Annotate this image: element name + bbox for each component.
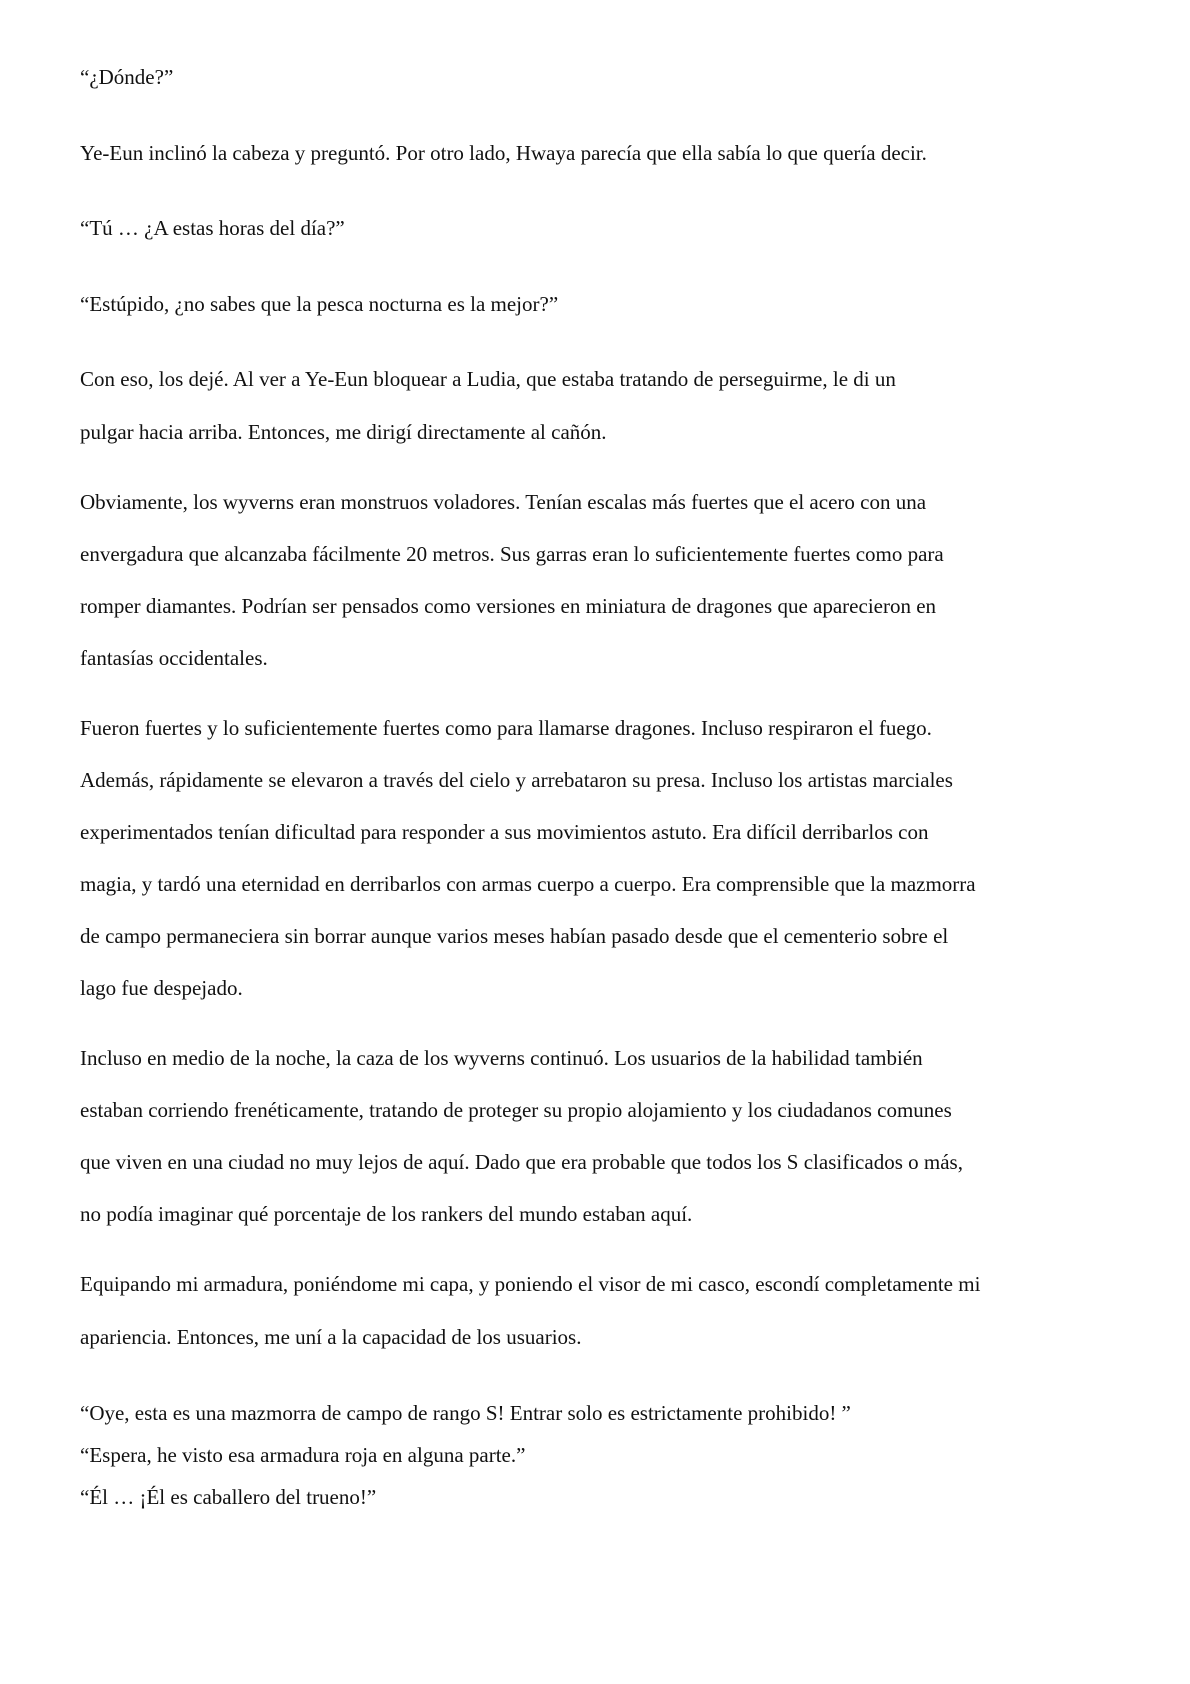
text-line: “Estúpido, ¿no sabes que la pesca nocturna es la mejor?” <box>80 292 559 316</box>
text-line: experimentados tenían dificultad para responder a sus movimientos astuto. Era difícil derribarlos con <box>80 820 929 844</box>
text-line: Obviamente, los wyverns eran monstruos voladores. Tenían escalas más fuertes que el acero con una <box>80 490 927 514</box>
text-line: Ye-Eun inclinó la cabeza y preguntó. Por otro lado, Hwaya parecía que ella sabía lo que quería decir. <box>80 141 927 165</box>
text-line: magia, y tardó una eternidad en derribarlos con armas cuerpo a cuerpo. Era comprensible que la mazmorra <box>80 872 976 896</box>
text-line: Fueron fuertes y lo suficientemente fuertes como para llamarse dragones. Incluso respiraron el fuego. <box>80 716 932 740</box>
text-line: Además, rápidamente se elevaron a través del cielo y arrebataron su presa. Incluso los artistas marciales <box>80 768 953 792</box>
text-line: estaban corriendo frenéticamente, tratando de proteger su propio alojamiento y los ciudadanos comunes <box>80 1098 952 1122</box>
text-line: “Tú … ¿A estas horas del día?” <box>80 216 345 240</box>
text-line: “¿Dónde?” <box>80 65 174 89</box>
text-line: lago fue despejado. <box>80 976 243 1000</box>
text-line: pulgar hacia arriba. Entonces, me dirigí directamente al cañón. <box>80 420 607 444</box>
text-line: no podía imaginar qué porcentaje de los rankers del mundo estaban aquí. <box>80 1202 693 1226</box>
text-line: Equipando mi armadura, poniéndome mi capa, y poniendo el visor de mi casco, escondí completamente mi <box>80 1272 981 1296</box>
text-line: Con eso, los dejé. Al ver a Ye-Eun bloquear a Ludia, que estaba tratando de perseguirme, le di un <box>80 367 896 391</box>
dialogue-line: “Oye, esta es una mazmorra de campo de rango S! Entrar solo es estrictamente prohibido! ” <box>80 1401 851 1425</box>
text-line: Incluso en medio de la noche, la caza de los wyverns continuó. Los usuarios de la habilidad también <box>80 1046 923 1070</box>
dialogue-line: “Él … ¡Él es caballero del trueno!” <box>80 1485 377 1509</box>
text-line: que viven en una ciudad no muy lejos de aquí. Dado que era probable que todos los S clasificados o más, <box>80 1150 963 1174</box>
text-line: fantasías occidentales. <box>80 646 268 670</box>
text-line: de campo permaneciera sin borrar aunque varios meses habían pasado desde que el cementerio sobre el <box>80 924 949 948</box>
dialogue-line: “Espera, he visto esa armadura roja en alguna parte.” <box>80 1443 526 1467</box>
text-line: apariencia. Entonces, me uní a la capacidad de los usuarios. <box>80 1325 582 1349</box>
text-line: envergadura que alcanzaba fácilmente 20 metros. Sus garras eran lo suficientemente fuertes como para <box>80 542 944 566</box>
text-line: romper diamantes. Podrían ser pensados como versiones en miniatura de dragones que aparecieron en <box>80 594 937 618</box>
